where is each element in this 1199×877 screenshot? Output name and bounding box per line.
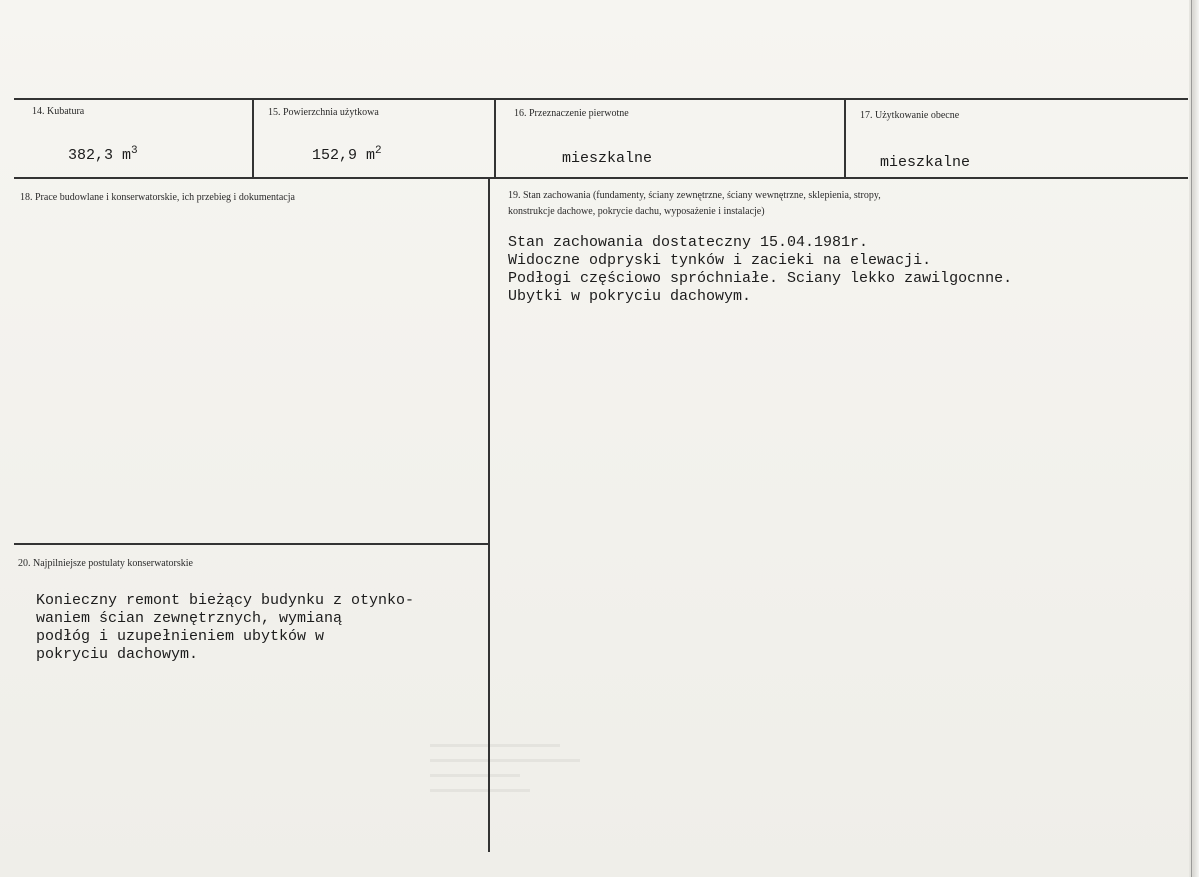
field-19-label-line2: konstrukcje dachowe, pokrycie dachu, wyposażenie i instalacje) [508, 206, 765, 217]
field-20-text [36, 592, 414, 664]
field-16-label: 16. Przeznaczenie pierwotne [514, 108, 629, 119]
field-20-line: pokryciu dachowym. [36, 646, 199, 663]
divider-14-15 [252, 99, 254, 178]
field-19-line: Ubytki w pokryciu dachowym. [508, 288, 752, 305]
field-19-text [508, 234, 1012, 306]
field-17-value: mieszkalne [880, 154, 971, 171]
field-14-value-text: 382,3 m [68, 147, 132, 164]
field-16-value: mieszkalne [562, 150, 653, 167]
field-14-value [68, 145, 138, 164]
field-19-line: Widoczne odpryski tynków i zacieki na elewacji. [508, 252, 932, 269]
field-14-unit-sup: 3 [131, 145, 138, 157]
card-right-edge [1189, 0, 1199, 877]
divider-16-17 [844, 99, 846, 178]
field-20-line: waniem ścian zewnętrznych, wymianą [36, 610, 343, 627]
field-15-unit-sup: 2 [375, 145, 382, 157]
field-15-value-text: 152,9 m [312, 147, 376, 164]
field-19-line: Stan zachowania dostateczny 15.04.1981r. [508, 234, 869, 251]
field-20-line: Konieczny remont bieżący budynku z otynko- [36, 592, 415, 609]
reverse-show-through [430, 732, 590, 812]
field-19-line: Podłogi częściowo spróchniałe. Sciany lekko zawilgocnne. [508, 270, 1013, 287]
field-18-label: 18. Prace budowlane i konserwatorskie, ich przebieg i dokumentacja [20, 192, 295, 203]
divider-18-20 [14, 543, 488, 545]
field-15-label: 15. Powierzchnia użytkowa [268, 107, 379, 118]
field-19-label-line1: 19. Stan zachowania (fundamenty, ściany zewnętrzne, ściany wewnętrzne, sklepienia, stropy, [508, 190, 881, 201]
field-15-value [312, 145, 382, 164]
top-border-line [14, 98, 1188, 100]
field-20-label: 20. Najpilniejsze postulaty konserwatorskie [18, 558, 193, 569]
field-17-label: 17. Użytkowanie obecne [860, 110, 960, 121]
field-20-line: podłóg i uzupełnieniem ubytków w [36, 628, 325, 645]
field-14-label: 14. Kubatura [32, 106, 85, 117]
header-row-bottom-line [14, 177, 1188, 179]
divider-15-16 [494, 99, 496, 178]
